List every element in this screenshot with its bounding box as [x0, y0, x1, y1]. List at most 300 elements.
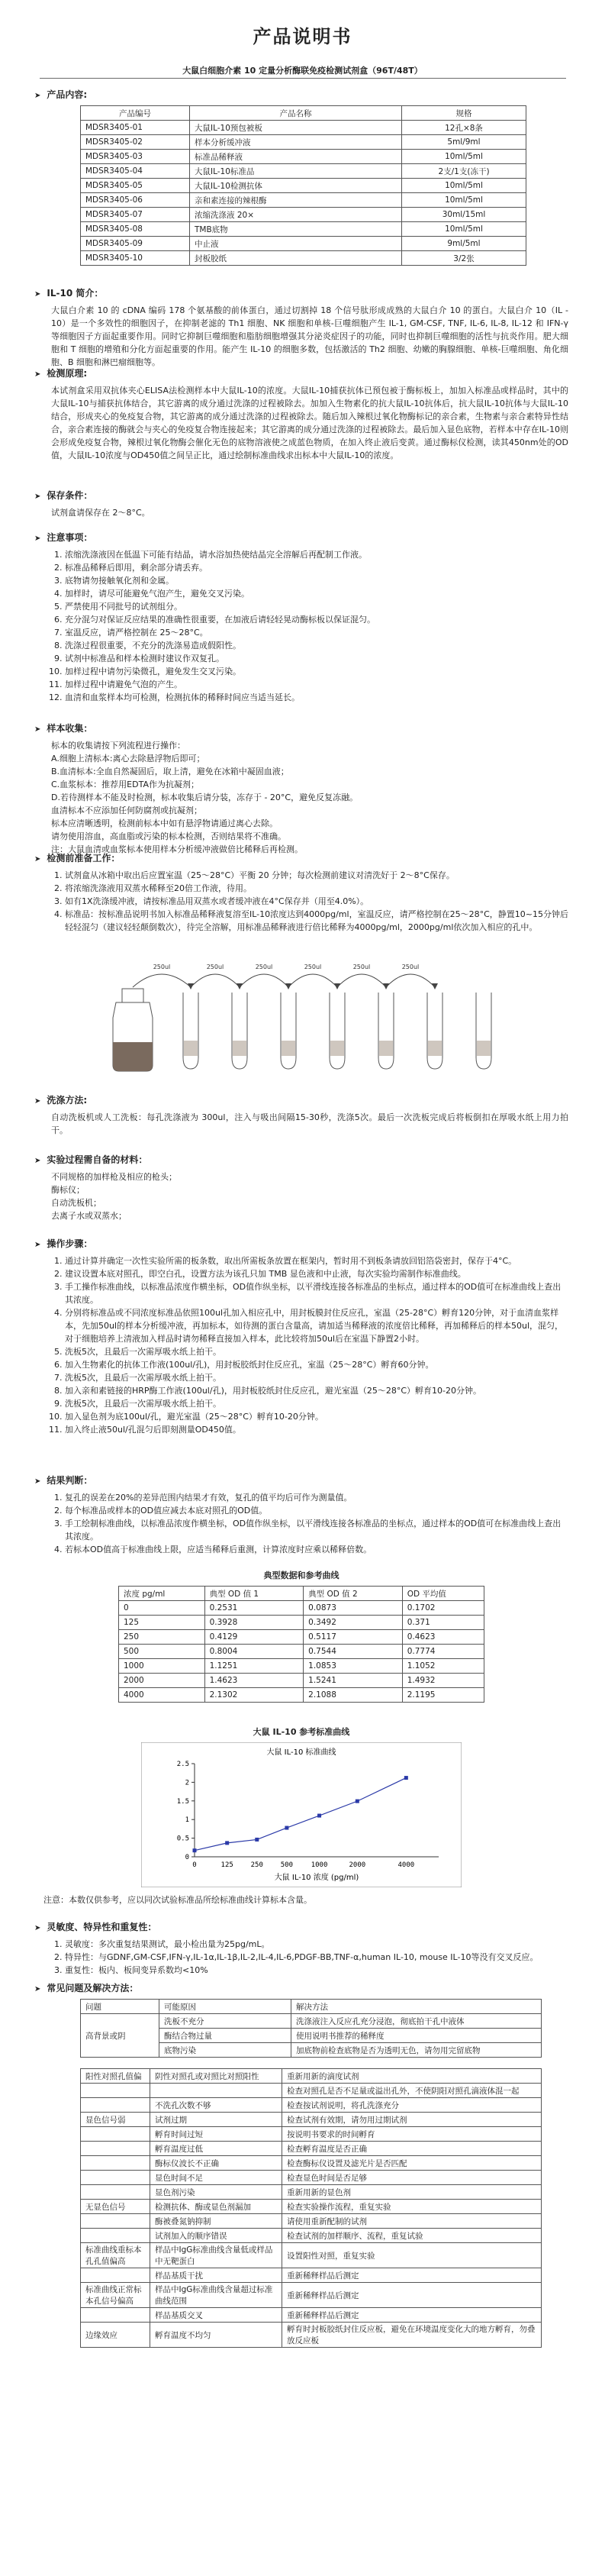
- table-row: [81, 2014, 542, 2029]
- arrow-head: [237, 983, 243, 989]
- table-row: [119, 1645, 484, 1659]
- list-item: 8. 洗涤过程很重要，不充分的洗涤易造成假阳性。: [65, 639, 568, 652]
- table-cell: 显色剂污染: [150, 2185, 282, 2200]
- data-point: [255, 1838, 259, 1842]
- data-point: [193, 1848, 197, 1852]
- list-item: 7. 洗板5次，且最后一次需厚吸水纸上拍干。: [65, 1371, 568, 1384]
- table-cell: 大鼠IL-10检测抗体: [190, 179, 402, 193]
- section-prep: [34, 851, 568, 934]
- table-cell: 0.8004: [204, 1645, 304, 1659]
- section-contents: [34, 88, 568, 266]
- page-title: 产品说明书: [253, 26, 352, 47]
- table-cell: 检查对照孔是否不足量或溢出孔外，不使阴阳对照孔滴液体混一起: [282, 2084, 542, 2098]
- table-header-row: [81, 2000, 542, 2014]
- table-cell: 样品基质交叉: [150, 2308, 282, 2323]
- list-item: 标本应清晰透明，检测前标本中如有悬浮物请通过离心去除。: [51, 818, 278, 828]
- table-cell: 0.0873: [304, 1601, 403, 1616]
- table-cell: 样本分析缓冲液: [190, 135, 402, 150]
- table-cell: 标准曲线重标本孔孔值偏高: [81, 2243, 150, 2268]
- table-cell: 2.1088: [304, 1688, 403, 1703]
- table-row: [81, 2185, 542, 2200]
- table-cell: MDSR3405-10: [81, 251, 190, 266]
- x-tick-label: 250: [250, 1861, 263, 1869]
- table-row: [119, 1688, 484, 1703]
- section-note: [34, 1893, 568, 1909]
- table-cell: 0.3928: [204, 1616, 304, 1630]
- table-cell: 底物污染: [159, 2043, 291, 2058]
- table-cell: 按说明书要求的时间孵育: [282, 2127, 542, 2142]
- section-heading: ➤ 注意事项：: [34, 531, 568, 544]
- table-cell: 0.1702: [402, 1601, 484, 1616]
- arrow-head: [432, 983, 438, 989]
- table-row: [119, 1630, 484, 1645]
- table-cell: 大鼠IL-10预包被板: [190, 121, 402, 135]
- list-item: 1. 通过计算并确定一次性实验所需的板条数，取出所需板条放置在框架内，暂时用不到板条请放回铝箔袋密封，保存于4°C。: [65, 1254, 568, 1267]
- table-cell: MDSR3405-03: [81, 150, 190, 164]
- table-row: [81, 208, 526, 222]
- table-cell: MDSR3405-09: [81, 237, 190, 251]
- table-cell: 孵育温度不均匀: [150, 2323, 282, 2348]
- section-heading: ➤ 产品内容:: [34, 88, 568, 101]
- prep-list: [51, 869, 568, 934]
- table-cell: 样品中IgG标准曲线含量低或样品中无靶蛋白: [150, 2243, 282, 2268]
- table-cell: 10ml/5ml: [402, 193, 526, 208]
- section-heading: ➤ 结果判断：: [34, 1474, 568, 1487]
- section-heading: ➤ 样本收集：: [34, 721, 568, 734]
- x-axis-label: 大鼠 IL-10 浓度 (pg/ml): [274, 1874, 359, 1882]
- table-row: [81, 2142, 542, 2156]
- list-item: 3. 手工操作标准曲线，以标准品浓度作横坐标，OD值作纵坐标，以平滑线连接各标准品的坐标点，通过样本的OD值可在标准曲线上查出其浓度。: [65, 1280, 568, 1306]
- table-cell: 0.371: [402, 1616, 484, 1630]
- list-item: 7. 室温反应，请严格控制在 25～28°C。: [65, 626, 568, 639]
- section-sample: [34, 721, 568, 856]
- faq-table-2: [80, 2068, 542, 2348]
- std-table-title: 典型数据和参考曲线: [263, 1570, 340, 1580]
- list-item: 11. 加样过程中请避免气泡的产生。: [65, 678, 568, 691]
- table-row: [81, 2229, 542, 2243]
- arrow-head: [285, 983, 291, 989]
- x-tick-label: 2000: [349, 1861, 366, 1869]
- sample-list: [51, 739, 568, 856]
- table-cell: TMB底物: [190, 222, 402, 237]
- table-header-cell: 典型 OD 值 2: [304, 1587, 403, 1601]
- std-table: [118, 1586, 484, 1703]
- table-row: [81, 164, 526, 179]
- tube-liquid: [282, 1041, 295, 1056]
- table-cell: MDSR3405-04: [81, 164, 190, 179]
- table-cell: [150, 2084, 282, 2098]
- transfer-volume-label: 250ul: [206, 964, 224, 970]
- dilution-tubes: [133, 964, 491, 1069]
- list-item: D.若待测样本不能及时检测，标本收集后请分装，冻存于 - 20°C，避免反复冻融。: [51, 792, 359, 802]
- table-cell: 试剂过期: [150, 2113, 282, 2127]
- table-cell: 0.4623: [402, 1630, 484, 1645]
- tube-liquid: [379, 1041, 393, 1056]
- table-cell: 125: [119, 1616, 205, 1630]
- table-cell: 重新稀释样品后测定: [282, 2268, 542, 2283]
- tube-liquid: [330, 1041, 344, 1056]
- table-cell: 显色时间不足: [150, 2171, 282, 2185]
- table-cell: 试剂加入的顺序错误: [150, 2229, 282, 2243]
- table-cell: 检测抗体、酶或显色剂漏加: [150, 2200, 282, 2214]
- table-cell: 中止液: [190, 237, 402, 251]
- list-item: 血清标本不应添加任何防腐剂或抗凝剂；: [51, 805, 202, 815]
- section-heading: ➤ 灵敏度、特异性和重复性：: [34, 1920, 568, 1933]
- title-divider: [40, 78, 566, 79]
- table-header-cell: 规格: [402, 106, 526, 121]
- std-table-body: [119, 1601, 484, 1703]
- table-header-cell: 解决方法: [291, 2000, 542, 2014]
- arrow-head: [383, 983, 389, 989]
- faq-table-1: [80, 1999, 542, 2058]
- table-cell: 1.0853: [304, 1659, 403, 1674]
- x-tick-label: 1000: [311, 1861, 328, 1869]
- tube-liquid: [428, 1041, 442, 1056]
- table-cell: 检查实验操作流程，重复实验: [282, 2200, 542, 2214]
- table-cell: 重新用新的显色剂: [282, 2185, 542, 2200]
- note-text: 注意：本数仅供参考，应以同次试验标准品所绘标准曲线计算标本含量。: [43, 1895, 312, 1905]
- table-cell: 1.5241: [304, 1674, 403, 1688]
- table-cell: 加底物前检查底物是否为透明无色，请勿用完留底物: [291, 2043, 542, 2058]
- table-cell: 1000: [119, 1659, 205, 1674]
- list-item: 6. 充分混匀对保证反应结果的准确性很重要，在加液后请轻轻晃动酶标板以保证混匀。: [65, 613, 568, 626]
- table-row: [81, 2243, 542, 2268]
- list-item: 2. 每个标准品或样本的OD值应减去本底对照孔的OD值。: [65, 1504, 568, 1517]
- stock-vial: [113, 989, 153, 1071]
- table-cell: 1.4623: [204, 1674, 304, 1688]
- tube-liquid: [233, 1041, 246, 1056]
- table-cell: 孵育温度过低: [150, 2142, 282, 2156]
- table-cell: 浓缩洗涤液 20×: [190, 208, 402, 222]
- table-cell: 洗板不充分: [159, 2014, 291, 2029]
- table-cell: 0.7544: [304, 1645, 403, 1659]
- faq-table-1-body: [81, 2014, 542, 2058]
- table-cell: [81, 2229, 150, 2243]
- standard-curve-chart: [141, 1742, 462, 1887]
- paragraph: 自动洗板机或人工洗板：每孔洗涤液为 300ul，注入与吸出间隔15-30秒，洗涤5次。最后一次洗板完成后将板倒扣在厚吸水纸上用力拍干。: [51, 1112, 568, 1135]
- section-wash: [34, 1093, 568, 1140]
- table-cell: 设置阳性对照，重复实验: [282, 2243, 542, 2268]
- tube: [232, 993, 247, 1069]
- list-item: 12. 血清和血浆样本均可检测，检测抗体的稀释时间应当适当延长。: [65, 691, 568, 704]
- paragraph: 大鼠白介素 10 的 cDNA 编码 178 个氨基酸的前体蛋白，通过切割掉 18 个信号肽形成成熟的大鼠白介 10 的蛋白。大鼠白介 10（IL - 10）是一个多效性的细胞因子，在抑制老滤的 Th1 细胞、NK 细胞和单核-巨噬细胞产生 IL-1, GM-CSF, TNF, IL-6, IL-8, IL-12 和 IFN-γ 等细胞因子方面起重要作用。同时它抑制巨噬细胞和脂肪细胞增强其分泌炎症因子的功能，同时也抑制巨噬细胞的活性与抗炎作用。肥大细胞和 T 细胞的增殖和分化方面起重要的作用。能产生 IL-10 的细胞多数，包括激活的 Th2 细胞、幼嫩的胸腺细胞、单核-巨噬细胞、角化细胞、B 细胞和淋巴瘤细胞等。: [51, 305, 568, 367]
- table-cell: 孵育时间过短: [150, 2127, 282, 2142]
- table-cell: 重新用新的滴度试剂: [282, 2069, 542, 2084]
- table-cell: [81, 2098, 150, 2113]
- list-item: 9. 洗板5次，且最后一次需厚吸水纸上拍干。: [65, 1397, 568, 1410]
- table-cell: MDSR3405-05: [81, 179, 190, 193]
- section-std-table: [34, 1569, 568, 1703]
- tube: [476, 993, 491, 1069]
- contents-table: [80, 105, 526, 266]
- table-cell: MDSR3405-07: [81, 208, 190, 222]
- section-storage: [34, 489, 568, 522]
- table-cell: 检查酶标仪设置及滤光片是否匹配: [282, 2156, 542, 2171]
- results-list: [51, 1491, 568, 1556]
- table-row: [81, 179, 526, 193]
- table-row: [81, 2171, 542, 2185]
- chart-inner-title: 大鼠 IL-10 标准曲线: [266, 1748, 336, 1757]
- table-cell: 1.4932: [402, 1674, 484, 1688]
- table-cell: 2000: [119, 1674, 205, 1688]
- section-materials: [34, 1153, 568, 1222]
- table-cell: 阴性对照孔或对照比对照阳性: [150, 2069, 282, 2084]
- table-cell: 2支/1支(冻干): [402, 164, 526, 179]
- list-item: 2. 将浓缩洗涤液用双蒸水稀释至20倍工作液，待用。: [65, 882, 568, 895]
- table-header-cell: 典型 OD 值 1: [204, 1587, 304, 1601]
- steps-list: [51, 1254, 568, 1436]
- paragraph: 本试剂盒采用双抗体夹心ELISA法检测样本中大鼠IL-10的浓度。大鼠IL-10捕获抗体已预包被于酶标板上，加加入标准品或样品时，其中的大鼠IL-10与捕获抗体结合，其它游离的成分通过洗涤的过程被除去。加加入生物素化的抗大鼠IL-10抗体后，抗大鼠IL-10抗体与大鼠IL-10结合，形成夹心的免疫复合物，其它游离的成分通过洗涤的过程被除去。随后加入辣根过氧化物酶标记的亲合素，生物素与亲合素特异性结合，亲合素连接的酶就会与夹心的免疫复合物连接起来；其它游离的成分通过洗涤的过程被除去。最后加入显色底物，若样本中存在IL-10则会形成免疫复合物，辣根过氧化物酶会催化无色的底物溶液使之成蓝色物质，在加入终止液后变黄。通过酶标仪检测，读其450nm处的OD值，大鼠IL-10浓度与OD450值之间呈正比，通过绘制标准曲线求出标本中大鼠IL-10的浓度。: [51, 386, 568, 460]
- table-cell: 高背景或阴: [81, 2014, 159, 2058]
- table-header-cell: 产品编号: [81, 106, 190, 121]
- table-row: [81, 2113, 542, 2127]
- list-item: 3. 手工绘制标准曲线，以标准品浓度作横坐标，OD值作纵坐标，以平滑线连接各标准品的坐标点，通过样本的OD值可在标准曲线上查出其浓度。: [65, 1517, 568, 1543]
- y-tick-label: 2: [185, 1779, 189, 1787]
- transfer-volume-label: 250ul: [401, 964, 420, 970]
- table-cell: 亲和素连接的辣根酶: [190, 193, 402, 208]
- tube: [378, 993, 394, 1069]
- y-tick-label: 1: [185, 1816, 189, 1825]
- table-cell: [81, 2084, 150, 2098]
- transfer-volume-label: 250ul: [352, 964, 371, 970]
- table-cell: MDSR3405-01: [81, 121, 190, 135]
- table-cell: 阳性对照孔值偏: [81, 2069, 150, 2084]
- tube-liquid: [184, 1041, 198, 1056]
- table-cell: 0.2531: [204, 1601, 304, 1616]
- data-point: [356, 1800, 359, 1803]
- table-row: [81, 237, 526, 251]
- table-row: [81, 251, 526, 266]
- list-item: 3. 重复性：板内、板间变异系数均<10%: [65, 1964, 568, 1977]
- table-cell: 封板胶纸: [190, 251, 402, 266]
- table-cell: 使用说明书推荐的稀释度: [291, 2029, 542, 2043]
- table-cell: 9ml/5ml: [402, 237, 526, 251]
- table-row: [81, 2214, 542, 2229]
- transfer-arrow: [288, 974, 337, 987]
- section-steps: [34, 1237, 568, 1436]
- table-cell: 1.1052: [402, 1659, 484, 1674]
- table-header-cell: OD 平均值: [402, 1587, 484, 1601]
- list-item: 4. 分别将标准品或不同浓度标准品依照100ul孔加入相应孔中，用封板膜封住反应孔，室温（25-28°C）孵育120分钟，对于血清血浆样本，先加50ul的样本分析缓冲液，再加标本，如待测的蛋白含量高，请加适当稀释液的浓度倍比稀释，再加稀释后的样本50ul，混匀，对于细胞培养上清液加入样品时请勿稀释直接加入样本，此比较将加50ul后在室温下静置2小时。: [65, 1306, 568, 1345]
- list-item: 10. 加样过程中请勿污染微孔，避免发生交叉污染。: [65, 665, 568, 678]
- list-item: 2. 标准品稀释后即用，剩余部分请丢弃。: [65, 561, 568, 574]
- list-item: 自动洗板机；: [51, 1198, 101, 1208]
- table-cell: 标准品稀释液: [190, 150, 402, 164]
- transfer-arrow: [191, 974, 240, 987]
- table-row: [81, 2200, 542, 2214]
- materials-list: [51, 1170, 568, 1222]
- tube: [330, 993, 345, 1069]
- table-cell: [81, 2127, 150, 2142]
- table-header-row: [119, 1587, 484, 1601]
- table-row: [81, 2308, 542, 2323]
- section-heading: ➤ IL-10 简介：: [34, 286, 568, 299]
- table-cell: 1.1251: [204, 1659, 304, 1674]
- table-cell: MDSR3405-08: [81, 222, 190, 237]
- section-heading: ➤ 常见问题及解决方法：: [34, 1981, 568, 1994]
- table-cell: 标准曲线正常标本孔信号偏高: [81, 2283, 150, 2308]
- list-item: 2. 建议设置本底对照孔，即空白孔，设置方法为该孔只加 TMB 显色液和中止液，每次实验均需制作标准曲线。: [65, 1267, 568, 1280]
- list-item: 6. 加入生物素化的抗体工作液(100ul/孔)，用封板胶纸封住反应孔，室温（25～28°C）孵育60分钟。: [65, 1358, 568, 1371]
- x-tick-label: 0: [192, 1861, 197, 1869]
- table-cell: 孵育时封板胶纸封住反应板，避免在环境温度变化大的地方孵育，勿叠放反应板: [282, 2323, 542, 2348]
- table-row: [119, 1659, 484, 1674]
- table-cell: [81, 2142, 150, 2156]
- dilution-illustration: [99, 958, 526, 1077]
- list-item: B.血清标本:全血自然凝固后，取上清，避免在冰箱中凝固血液；: [51, 767, 289, 776]
- section-faq: [34, 1981, 568, 2348]
- performance-list: [51, 1938, 568, 1977]
- section-heading: ➤ 实验过程需自备的材料：: [34, 1153, 568, 1166]
- section-heading: ➤ 保存条件：: [34, 489, 568, 502]
- table-cell: 10ml/5ml: [402, 179, 526, 193]
- table-cell: [81, 2214, 150, 2229]
- table-header-cell: 浓度 pg/ml: [119, 1587, 205, 1601]
- tube: [427, 993, 442, 1069]
- table-cell: 2.1195: [402, 1688, 484, 1703]
- transfer-arrow: [240, 974, 288, 987]
- chart-title: 大鼠 IL-10 参考标准曲线: [253, 1727, 350, 1737]
- table-row: [81, 2098, 542, 2113]
- table-row: [81, 121, 526, 135]
- y-tick-label: 1.5: [176, 1797, 189, 1806]
- list-item: 注：大鼠血清或血浆标本使用样本分析缓冲液做倍比稀释后再检测。: [51, 844, 303, 854]
- x-tick-label: 500: [280, 1861, 294, 1869]
- table-cell: 酶标仪波长不正确: [150, 2156, 282, 2171]
- section-notes: [34, 531, 568, 704]
- tube: [281, 993, 296, 1069]
- table-cell: 0: [119, 1601, 205, 1616]
- table-row: [81, 193, 526, 208]
- transfer-arrow: [337, 974, 386, 987]
- table-cell: 重新稀释样品后测定: [282, 2308, 542, 2323]
- arrow-head: [188, 983, 194, 989]
- list-item: 1. 试剂盒从冰箱中取出后应置室温（25～28°C）平衡 20 分钟；每次检测前建议对清洗好于 2～8°C保存。: [65, 869, 568, 882]
- list-item: 4. 标准品：按标准品说明书加入标准品稀释液复溶至IL-10浓度达到4000pg/ml，室温反应，请严格控制在25～28°C，静置10~15分钟后轻轻混匀（建议轻轻颠倒数次），待完全溶解，用标准品稀释液进行倍比稀释为4000pg/ml，2000pg/ml依次加入相应的孔中。: [65, 908, 568, 934]
- y-tick-label: 2.5: [176, 1761, 189, 1768]
- table-cell: 3/2张: [402, 251, 526, 266]
- list-item: 8. 加入亲和素链接的HRP酶工作液(100ul/孔)，用封板胶纸封住反应孔，避光室温（25～28°C）孵育10-20分钟。: [65, 1384, 568, 1397]
- table-row: [81, 2084, 542, 2098]
- list-item: 3. 底物请勿接触氧化剂和金属。: [65, 574, 568, 587]
- table-cell: 10ml/5ml: [402, 222, 526, 237]
- table-cell: 大鼠IL-10标准品: [190, 164, 402, 179]
- table-cell: 检查试剂的加样顺序、流程，重复试验: [282, 2229, 542, 2243]
- section-principle: [34, 366, 568, 465]
- table-cell: 2.1302: [204, 1688, 304, 1703]
- x-tick-label: 125: [220, 1861, 233, 1869]
- table-cell: 检查试剂有效期，请勿用过期试剂: [282, 2113, 542, 2127]
- table-cell: 请使用重新配制的试剂: [282, 2214, 542, 2229]
- table-cell: 样品基质干扰: [150, 2268, 282, 2283]
- transfer-arrow: [386, 974, 435, 987]
- list-item: 10. 加入显色剂为底100ul/孔，避光室温（25～28°C）孵育10-20分钟。: [65, 1410, 568, 1423]
- transfer-volume-label: 250ul: [304, 964, 322, 970]
- section-heading: ➤ 操作步骤：: [34, 1237, 568, 1250]
- list-item: 酶标仪；: [51, 1185, 85, 1195]
- table-cell: 5ml/9ml: [402, 135, 526, 150]
- table-cell: [81, 2268, 150, 2283]
- section-heading: ➤ 洗涤方法:: [34, 1093, 568, 1106]
- table-cell: 0.5117: [304, 1630, 403, 1645]
- table-cell: 0.7774: [402, 1645, 484, 1659]
- table-cell: 检查按试剂说明，将孔洗涤充分: [282, 2098, 542, 2113]
- list-item: 5. 洗板5次，且最后一次需厚吸水纸上拍干。: [65, 1345, 568, 1358]
- table-header-cell: 可能原因: [159, 2000, 291, 2014]
- list-item: C.血浆标本：推荐用EDTA作为抗凝剂；: [51, 780, 199, 789]
- table-cell: 500: [119, 1645, 205, 1659]
- transfer-arrow: [133, 974, 191, 987]
- section-heading: ➤ 检测原理:: [34, 366, 568, 379]
- table-row: [81, 222, 526, 237]
- list-item: 5. 严禁使用不同批号的试剂组分。: [65, 600, 568, 613]
- tube-liquid: [477, 1041, 491, 1056]
- table-row: [81, 135, 526, 150]
- section-results: [34, 1474, 568, 1556]
- transfer-volume-label: 250ul: [255, 964, 273, 970]
- table-cell: MDSR3405-02: [81, 135, 190, 150]
- table-cell: 检查孵育温度是否正确: [282, 2142, 542, 2156]
- table-row: [81, 2156, 542, 2171]
- table-header-row: [81, 106, 526, 121]
- table-row: [81, 2127, 542, 2142]
- list-item: 2. 特异性：与GDNF,GM-CSF,IFN-γ,IL-1α,IL-1β,IL-2,IL-4,IL-6,PDGF-BB,TNF-α,human IL-10, mouse IL-10等没有交叉反应。: [65, 1951, 568, 1964]
- table-row: [81, 2323, 542, 2348]
- table-row: [119, 1616, 484, 1630]
- table-cell: 显色信号弱: [81, 2113, 150, 2127]
- page-subtitle: 大鼠白细胞介素 10 定量分析酶联免疫检测试剂盒（96T/48T）: [182, 66, 423, 76]
- x-tick-label: 4000: [397, 1861, 415, 1869]
- table-row: [119, 1601, 484, 1616]
- contents-table-body: [81, 121, 526, 266]
- table-row: [81, 2283, 542, 2308]
- table-cell: 洗涤液注入反应孔充分浸泡，彻底拍干孔中液体: [291, 2014, 542, 2029]
- list-item: 1. 浓缩洗涤液因在低温下可能有结晶，请水浴加热使结晶完全溶解后再配制工作液。: [65, 548, 568, 561]
- table-row: [119, 1674, 484, 1688]
- y-tick-label: 0.5: [176, 1835, 189, 1843]
- table-cell: 10ml/5ml: [402, 150, 526, 164]
- transfer-volume-label: 250ul: [153, 964, 171, 970]
- table-cell: 250: [119, 1630, 205, 1645]
- section-chart: [34, 1725, 568, 1887]
- table-row: [81, 2069, 542, 2084]
- table-cell: [81, 2156, 150, 2171]
- table-cell: 0.3492: [304, 1616, 403, 1630]
- table-cell: 边缘效应: [81, 2323, 150, 2348]
- data-point: [285, 1826, 288, 1830]
- data-point: [225, 1841, 229, 1845]
- list-item: 11. 加入终止液50ul/孔混匀后即刻测量OD450值。: [65, 1423, 568, 1436]
- table-row: [81, 150, 526, 164]
- table-cell: MDSR3405-06: [81, 193, 190, 208]
- list-item: 不同规格的加样枪及相应的枪头；: [51, 1172, 177, 1182]
- list-item: 1. 灵敏度：多次重复结果测试，最小检出量为25pg/mL。: [65, 1938, 568, 1951]
- section-intro: [34, 286, 568, 372]
- table-cell: 12孔×8条: [402, 121, 526, 135]
- list-item: 9. 试剂中标准品和样本检测时建议作双复孔。: [65, 652, 568, 665]
- list-item: 4. 加样时，请尽可能避免气泡产生，避免交叉污染。: [65, 587, 568, 600]
- section-heading: ➤ 检测前准备工作：: [34, 851, 568, 864]
- list-item: 1. 复孔的误差在20%的差异范围内结果才有效，复孔的值平均后可作为测量值。: [65, 1491, 568, 1504]
- table-cell: 不洗孔次数不够: [150, 2098, 282, 2113]
- list-item: A.细胞上清标本:离心去除悬浮物后即可；: [51, 754, 205, 763]
- list-item: 3. 如有1X洗涤缓冲液，请按标准品用双蒸水或者缓冲液在4°C保存并（用至4.0%）。: [65, 895, 568, 908]
- list-item: 标本的收集请按下列流程进行操作：: [51, 741, 185, 751]
- y-tick-label: 0: [185, 1854, 189, 1861]
- data-point: [404, 1776, 408, 1780]
- table-cell: 0.4129: [204, 1630, 304, 1645]
- list-item: 4. 若标本OD值高于标准曲线上限，应适当稀释后重测，计算浓度时应乘以稀释倍数。: [65, 1543, 568, 1556]
